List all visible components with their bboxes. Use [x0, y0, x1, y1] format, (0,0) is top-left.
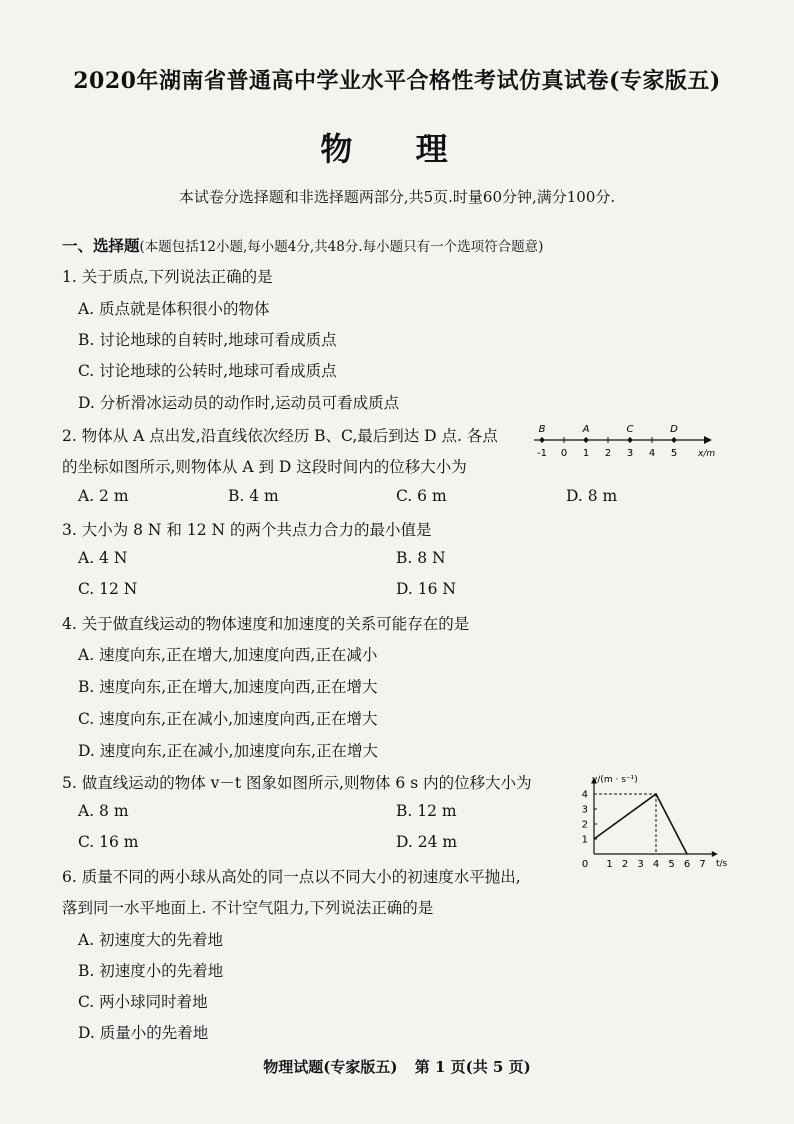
q4-option-d: D. 速度向东,正在减小,加速度向东,正在增大 [78, 742, 379, 760]
q3-option-c: C. 12 N [78, 580, 138, 598]
q5-option-c: C. 16 m [78, 833, 139, 851]
q4-option-b: B. 速度向东,正在增大,加速度向西,正在增大 [78, 678, 378, 696]
q1-stem: 1. 关于质点,下列说法正确的是 [62, 268, 273, 286]
axis-tick-label: 1 [582, 448, 590, 459]
q4-option-a: A. 速度向东,正在增大,加速度向西,正在减小 [78, 646, 378, 664]
q3-option-a: A. 4 N [78, 549, 128, 567]
section-note: (本题包括12小题,每小题4分,共48分.每小题只有一个选项符合题意) [139, 239, 544, 255]
point-label-c: C [626, 424, 634, 435]
exam-intro: 本试卷分选择题和非选择题两部分,共5页.时量60分钟,满分100分. [178, 188, 616, 206]
q2-option-c: C. 6 m [396, 487, 447, 505]
q4-stem: 4. 关于做直线运动的物体速度和加速度的关系可能存在的是 [62, 615, 470, 633]
point-marker-d [672, 438, 676, 442]
q6-option-c: C. 两小球同时着地 [78, 993, 208, 1011]
q2-stem-1: 2. 物体从 A 点出发,沿直线依次经历 B、C,最后到达 D 点. 各点 [62, 427, 498, 445]
point-label-d: D [670, 424, 678, 435]
q5-stem: 5. 做直线运动的物体 v－t 图象如图所示,则物体 6 s 内的位移大小为 [62, 774, 532, 792]
x-axis-label: t/s [716, 859, 728, 869]
q6-option-d: D. 质量小的先着地 [78, 1024, 209, 1042]
q2-option-b: B. 4 m [228, 487, 279, 505]
y-axis-label: v/(m · s⁻¹) [592, 775, 638, 785]
footer-page-number: 第 1 页(共 5 页) [414, 1058, 531, 1076]
q4-option-c: C. 速度向东,正在减小,加速度向西,正在增大 [78, 710, 378, 728]
axis-tick-label: 4 [648, 448, 656, 459]
subject-title: 物 理 [320, 130, 474, 168]
section-title: 一、选择题 [62, 236, 140, 255]
x-axis-arrow [712, 851, 718, 857]
q1-option-d: D. 分析滑冰运动员的动作时,运动员可看成质点 [78, 394, 400, 412]
velocity-line [594, 794, 687, 854]
axis-tick-label: 0 [560, 448, 568, 459]
q1-option-b: B. 讨论地球的自转时,地球可看成质点 [78, 331, 337, 349]
q3-option-d: D. 16 N [396, 580, 456, 598]
point-label-a: A [582, 424, 590, 435]
velocity-time-graph [570, 770, 738, 876]
x-tick-label: 6 [683, 859, 691, 870]
q6-option-b: B. 初速度小的先着地 [78, 962, 224, 980]
x-tick-label: 7 [699, 859, 706, 870]
q5-option-b: B. 12 m [396, 802, 457, 820]
q5-option-a: A. 8 m [78, 802, 129, 820]
x-tick-label: 5 [668, 859, 675, 870]
q2-option-d: D. 8 m [566, 487, 618, 505]
y-tick-label: 3 [581, 804, 588, 816]
number-line-figure [528, 418, 718, 468]
axis-tick-label: 3 [626, 448, 634, 459]
exam-title: 2020年湖南省普通高中学业水平合格性考试仿真试卷(专家版五) [73, 68, 721, 94]
footer-title: 物理试题(专家版五) [263, 1058, 398, 1076]
y-tick-label: 2 [581, 819, 588, 831]
point-marker-b [540, 438, 544, 442]
axis-tick-label: 5 [670, 448, 678, 459]
q1-option-c: C. 讨论地球的公转时,地球可看成质点 [78, 362, 337, 380]
point-marker-c [628, 438, 632, 442]
x-tick-label: 3 [637, 859, 644, 870]
q1-option-a: A. 质点就是体积很小的物体 [78, 300, 270, 318]
axis-tick-label: -1 [537, 448, 547, 459]
axis-tick-label: 2 [604, 448, 612, 459]
x-tick-label: 4 [652, 859, 660, 870]
axis-unit-label: x/m [698, 449, 716, 459]
page-footer [0, 1056, 794, 1077]
q3-stem: 3. 大小为 8 N 和 12 N 的两个共点力合力的最小值是 [62, 521, 432, 539]
q5-option-d: D. 24 m [396, 833, 458, 851]
q2-stem-2: 的坐标如图所示,则物体从 A 到 D 这段时间内的位移大小为 [62, 458, 467, 476]
q3-option-b: B. 8 N [396, 549, 446, 567]
axis-arrow [704, 436, 712, 444]
q2-option-a: A. 2 m [78, 487, 129, 505]
q6-option-a: A. 初速度大的先着地 [78, 931, 224, 949]
point-marker-a [584, 438, 588, 442]
x-tick-label: 0 [581, 859, 589, 870]
section-heading [62, 234, 543, 256]
y-tick-label: 4 [581, 789, 588, 801]
q6-stem-1: 6. 质量不同的两小球从高处的同一点以不同大小的初速度水平抛出, [62, 868, 521, 886]
q6-stem-2: 落到同一水平地面上. 不计空气阻力,下列说法正确的是 [62, 899, 434, 917]
x-tick-label: 2 [621, 859, 629, 870]
point-label-b: B [538, 424, 546, 435]
x-tick-label: 1 [606, 859, 613, 870]
y-tick-label: 1 [581, 834, 588, 846]
